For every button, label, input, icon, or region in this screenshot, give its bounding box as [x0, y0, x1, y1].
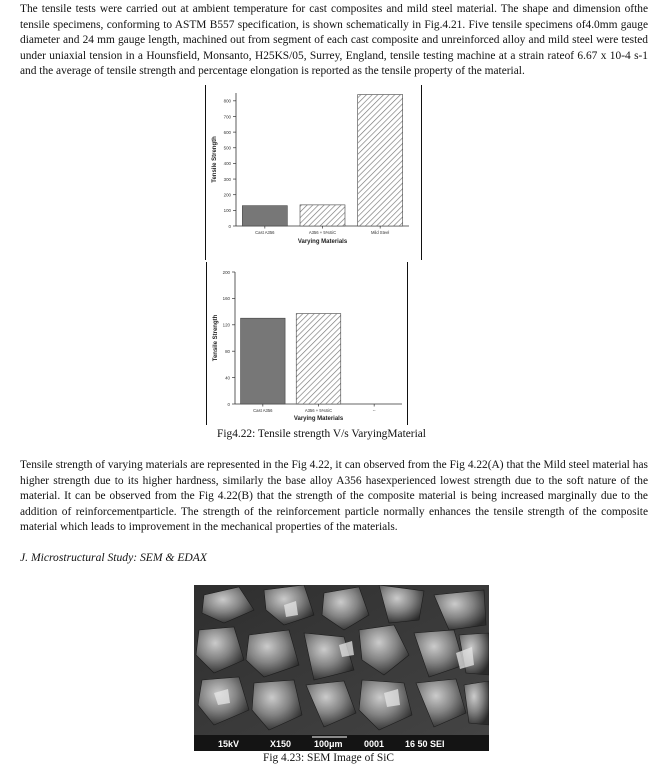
sem-kv: 15kV	[218, 739, 240, 749]
sem-magnification: X150	[270, 739, 292, 749]
y-tick-label: 0	[227, 401, 230, 407]
discussion-paragraph: Tensile strength of varying materials are represented in the Fig 4.22, it can observed from the Fig 4.22(A) that the Mild steel material has higher strength due to its higher hardness, similarly the base alloy A356 hasexperienced lowest strength due to the soft nature of the material. It can be observed from the Fig 4.22(B) that the strength of the composite material is being increased marginally due to the addition of reinforcementparticle. The strength of the reinforcement particle normally enhances the tensile strength of the composite material which leads to improvement in the mechanical properties of the materials.	[20, 459, 648, 534]
bar	[296, 314, 341, 404]
figure-4-23-caption: Fig 4.23: SEM Image of SiC	[263, 752, 394, 764]
sem-info: 16 50 SEI	[405, 739, 445, 749]
y-tick-label: 700	[223, 114, 231, 120]
x-axis-label: Varying Materials	[297, 239, 348, 245]
chart-b-svg	[207, 262, 407, 425]
x-tick-label: A356 + 5%SiC	[308, 230, 337, 235]
sem-micrograph	[194, 585, 489, 751]
x-tick-label: --	[372, 408, 376, 413]
y-tick-label: 80	[225, 349, 230, 354]
section-heading: J. Microstructural Study: SEM & EDAX	[20, 551, 207, 564]
y-tick-label: 600	[223, 129, 231, 135]
y-axis-label: Tensile Strength	[212, 136, 218, 183]
y-tick-label: 200	[222, 269, 230, 275]
y-tick-label: 120	[222, 322, 230, 328]
bar	[300, 205, 345, 226]
y-axis-label: Tensile Strength	[213, 314, 219, 362]
x-tick-label: Mild Steel	[370, 230, 390, 235]
figure-4-22-caption: Fig4.22: Tensile strength V/s VaryingMaterial	[217, 428, 426, 440]
bar	[358, 95, 403, 226]
y-tick-label: 500	[223, 145, 231, 151]
sem-image	[194, 585, 489, 751]
tensile-chart-a	[205, 85, 422, 260]
x-axis-label: Varying Materials	[293, 416, 344, 422]
y-tick-label: 0	[228, 223, 231, 229]
x-tick-label: Cast A356	[253, 408, 273, 413]
sem-number: 0001	[364, 739, 385, 749]
x-tick-label: Cast A356	[255, 230, 275, 235]
tensile-chart-b	[206, 262, 408, 425]
y-tick-label: 400	[223, 161, 231, 167]
y-tick-label: 40	[225, 375, 230, 381]
y-tick-label: 800	[223, 98, 231, 104]
y-tick-label: 160	[222, 296, 230, 302]
intro-paragraph: The tensile tests were carried out at ambient temperature for cast composites and mild steel material. The shape and dimension ofthe tensile specimens, conforming to ASTM B557 specification, is shown schematically in Fig.4.21. Five tensile specimens of4.0mm gauge diameter and 24 mm gauge length, machined out from segment of each cast composite and unreinforced alloy and mild steel were tested under uniaxial tension in a Hounsfield, Monsanto, H25KS/05, Surrey, England, tensile testing machine at a strain rateof 6.67 x 10-4 s-1 and the average of tensile strength and percentage elongation is reported as the tensile property of the material.	[20, 3, 648, 78]
y-tick-label: 300	[223, 176, 231, 182]
bar	[241, 318, 286, 404]
sem-scale: 100μm	[314, 739, 343, 749]
y-tick-label: 200	[223, 192, 231, 198]
bar	[242, 206, 287, 226]
chart-a-svg	[206, 85, 421, 260]
y-tick-label: 100	[223, 208, 231, 214]
x-tick-label: A356 + 5%SiC	[304, 408, 333, 413]
